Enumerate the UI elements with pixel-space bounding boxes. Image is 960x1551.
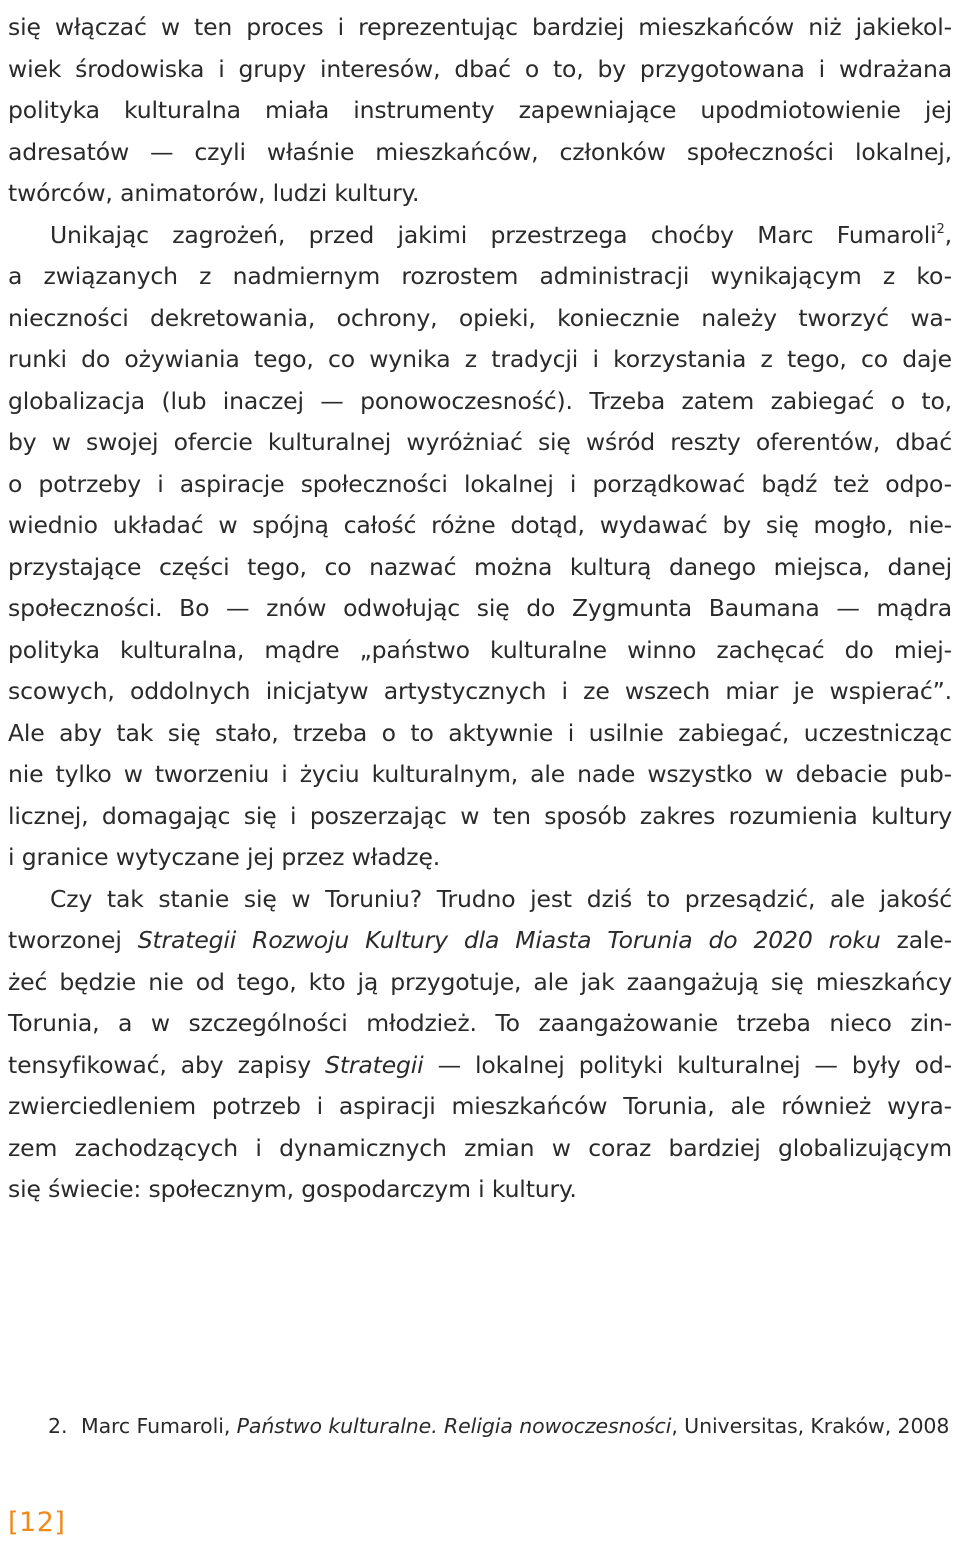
text-span: zale- [880, 926, 952, 954]
text-line: wiednio układać w spójną całość różne dotąd, wydawać by się mogło, nie- [8, 511, 952, 539]
strategy-title-italic: Strategii Rozwoju Kultury dla Miasta Torunia do 2020 roku [137, 926, 881, 954]
text-line: nie tylko w tworzeniu i życiu kulturalnym, ale nade wszystko w debacie pub- [8, 760, 952, 788]
text-line: globalizacja (lub inaczej — ponowoczesność). Trzeba zatem zabiegać o to, [8, 386, 952, 415]
text-line: by w swojej ofercie kulturalnej wyróżniać się wśród reszty oferentów, dbać [8, 428, 952, 456]
text-line: przystające części tego, co nazwać można kulturą danego miejsca, danej [8, 552, 952, 581]
footnote-publisher: , Universitas, Kraków, 2008 [671, 1414, 950, 1438]
text-line: scowych, oddolnych inicjatyw artystycznych i ze wszech miar je wspierać”. [8, 677, 952, 705]
paragraph-2 [8, 215, 952, 879]
footnote-reference: 2 [936, 221, 945, 237]
text-span: , [944, 220, 952, 249]
strategy-italic: Strategii [325, 1050, 424, 1079]
text-line: licznej, domagając się i poszerzając w ten sposób zakres rozumienia kultury [8, 801, 952, 830]
text-line [8, 215, 952, 257]
page-body [8, 0, 952, 1211]
text-line: i granice wytyczane jej przez władzę. [8, 843, 441, 871]
text-line: Torunia, a w szczególności młodzież. To zaangażowanie trzeba nieco zin- [8, 1009, 952, 1037]
text-line: nieczności dekretowania, ochrony, opieki, koniecznie należy tworzyć wa- [8, 303, 952, 332]
text-line: polityka kulturalna, mądre „państwo kulturalne winno zachęcać do miej- [8, 635, 952, 664]
text-line: społeczności. Bo — znów odwołując się do Zygmunta Baumana — mądra [8, 594, 952, 622]
text-line [8, 1045, 952, 1087]
paragraph-3 [8, 879, 952, 1211]
paragraph-1 [8, 7, 952, 215]
text-span: Unikając zagrożeń, przed jakimi przestrzega choćby Marc Fumaroli [50, 220, 937, 249]
text-line: Czy tak stanie się w Toruniu? Trudno jest dziś to przesądzić, ale jakość [50, 884, 952, 913]
text-line: się świecie: społecznym, gospodarczym i kultury. [8, 1175, 577, 1203]
footnote [48, 1408, 958, 1444]
text-line: Ale aby tak się stało, trzeba o to aktywnie i usilnie zabiegać, uczestnicząc [8, 718, 952, 747]
text-line: zwierciedleniem potrzeb i aspiracji mieszkańców Torunia, ale również wyra- [8, 1092, 952, 1120]
footnote-author: Marc Fumaroli, [81, 1414, 237, 1438]
text-line: się włączać w ten proces i reprezentując bardziej mieszkańców niż jakiekol- [8, 13, 952, 41]
text-line: runki do ożywiania tego, co wynika z tradycji i korzystania z tego, co daje [8, 345, 952, 373]
text-span: tensyfikować, aby zapisy [8, 1050, 326, 1079]
text-line: zem zachodzących i dynamicznych zmian w coraz bardziej globalizującym [8, 1133, 952, 1162]
text-line: żeć będzie nie od tego, kto ją przygotuje, ale jak zaangażują się mieszkańcy [8, 967, 952, 996]
text-line: twórców, animatorów, ludzi kultury. [8, 179, 420, 207]
footnote-title: Państwo kulturalne. Religia nowoczesności [236, 1414, 672, 1438]
footnote-number: 2. [48, 1414, 68, 1438]
text-line: a związanych z nadmiernym rozrostem administracji wynikającym z ko- [8, 262, 952, 290]
page-number: [12] [8, 1507, 66, 1538]
text-span: tworzonej [8, 926, 138, 954]
text-line [8, 920, 952, 962]
text-line: o potrzeby i aspiracje społeczności lokalnej i porządkować bądź też odpo- [8, 469, 952, 498]
text-line: polityka kulturalna miała instrumenty zapewniające upodmiotowienie jej [8, 96, 952, 124]
text-line: wiek środowiska i grupy interesów, dbać o to, by przygotowana i wdrażana [8, 54, 952, 83]
text-span: — lokalnej polityki kulturalnej — były od- [423, 1050, 952, 1079]
text-line: adresatów — czyli właśnie mieszkańców, członków społeczności lokalnej, [8, 137, 952, 166]
